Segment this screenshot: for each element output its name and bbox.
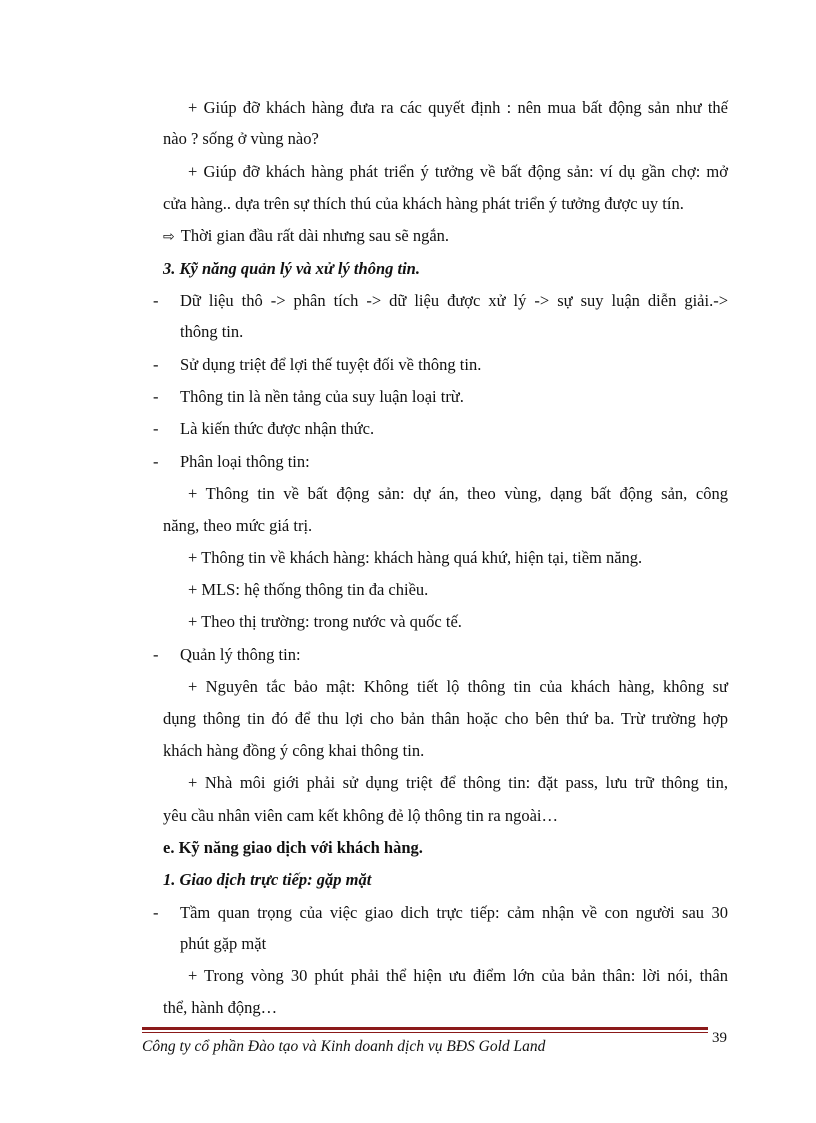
bullet-item: Dữ liệu thô -> phân tích -> dữ liệu được xử lý -> sự suy luận diễn giải.->: [180, 291, 728, 310]
bullet-item: Sử dụng triệt để lợi thế tuyệt đối về thông tin.: [180, 355, 482, 374]
bullet-item: Quản lý thông tin:: [180, 645, 301, 664]
sub-item: + Thông tin về khách hàng: khách hàng quá khứ, hiện tại, tiềm năng.: [188, 548, 643, 567]
sub-item: + Nhà môi giới phải sử dụng triệt để thông tin: đặt pass, lưu trữ thông tin,: [188, 773, 728, 792]
paragraph-line: cửa hàng.. dựa trên sự thích thú của khách hàng phát triển ý tưởng được uy tín.: [163, 194, 684, 213]
sub-item-continued: thể, hành động…: [163, 998, 278, 1017]
page-number: 39: [712, 1030, 727, 1046]
bullet-item-continued: thông tin.: [180, 322, 244, 341]
bullet-item: Thông tin là nền tảng của suy luận loại trừ.: [180, 387, 464, 406]
bullet-item: Là kiến thức được nhận thức.: [180, 419, 375, 438]
footer-company: Công ty cổ phần Đào tạo và Kinh doanh dịch vụ BĐS Gold Land: [142, 1038, 546, 1055]
section-heading: e. Kỹ năng giao dịch với khách hàng.: [163, 838, 423, 857]
subsection-heading: 1. Giao dịch trực tiếp: gặp mặt: [163, 870, 372, 889]
footer-rule-thin: [142, 1032, 708, 1033]
bullet-item: Tầm quan trọng của việc giao dich trực tiếp: cảm nhận về con người sau 30: [180, 903, 728, 922]
bullet-dash: -: [153, 355, 159, 374]
sub-item: + MLS: hệ thống thông tin đa chiều.: [188, 580, 429, 599]
paragraph-line: + Giúp đỡ khách hàng phát triển ý tưởng về bất động sản: ví dụ gần chợ: mở: [188, 162, 728, 181]
section-heading: 3. Kỹ năng quản lý và xử lý thông tin.: [163, 259, 420, 278]
bullet-dash: -: [153, 387, 159, 406]
bullet-dash: -: [153, 291, 159, 310]
paragraph-line: nào ? sống ở vùng nào?: [163, 129, 319, 148]
bullet-dash: -: [153, 903, 159, 922]
bullet-dash: -: [153, 419, 159, 438]
bullet-dash: -: [153, 645, 159, 664]
conclusion-text: Thời gian đầu rất dài nhưng sau sẽ ngắn.: [180, 226, 450, 245]
sub-item-continued: năng, theo mức giá trị.: [163, 516, 313, 535]
footer-rule: [142, 1027, 708, 1030]
bullet-item-continued: phút gặp mặt: [180, 934, 267, 953]
sub-item-continued: khách hàng đồng ý công khai thông tin.: [163, 741, 425, 760]
sub-item: + Nguyên tắc bảo mật: Không tiết lộ thông tin của khách hàng, không sư: [188, 677, 728, 696]
conclusion-line: [163, 226, 449, 247]
sub-item: + Trong vòng 30 phút phải thể hiện ưu điểm lớn của bản thân: lời nói, thân: [188, 966, 728, 985]
paragraph-line: + Giúp đỡ khách hàng đưa ra các quyết định : nên mua bất động sản như thế: [188, 98, 728, 117]
sub-item: + Thông tin về bất động sản: dự án, theo vùng, dạng bất động sản, công: [188, 484, 728, 503]
sub-item-continued: dụng thông tin đó để thu lợi cho bản thân hoặc cho bên thứ ba. Trừ trường hợp: [163, 709, 728, 728]
sub-item-continued: yêu cầu nhân viên cam kết không đẻ lộ thông tin ra ngoài…: [163, 806, 558, 825]
arrow-right-icon: ⇨: [163, 229, 175, 245]
sub-item: + Theo thị trường: trong nước và quốc tế.: [188, 612, 462, 631]
bullet-item: Phân loại thông tin:: [180, 452, 310, 471]
bullet-dash: -: [153, 452, 159, 471]
